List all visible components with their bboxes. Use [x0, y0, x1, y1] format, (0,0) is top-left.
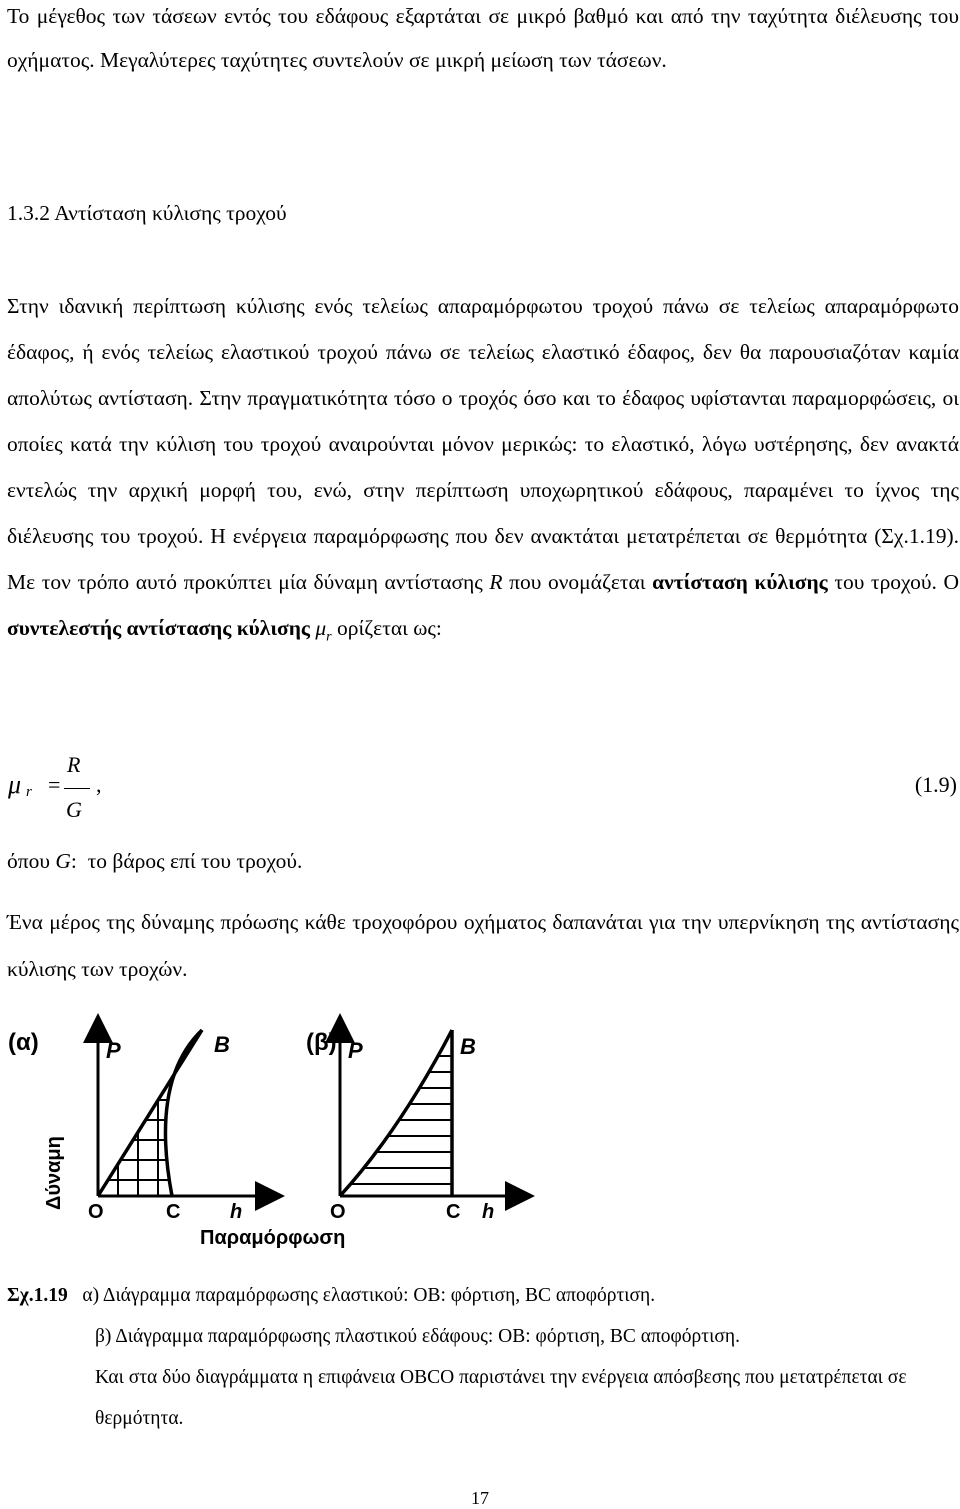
where-colon: : — [70, 849, 77, 873]
figure-1-19 — [0, 1010, 960, 1250]
label-c: C — [166, 1201, 181, 1223]
label-h: h — [482, 1201, 495, 1223]
x-axis-label: Παραμόρφωση — [200, 1227, 346, 1249]
where-text: το βάρος επί του τροχού. — [87, 849, 303, 873]
text-run: που ονομάζεται — [509, 570, 646, 594]
text-run: ορίζεται ως: — [337, 616, 442, 640]
formula-1-9 — [0, 748, 960, 838]
unloading-curve — [165, 1030, 202, 1196]
equation-number: (1.9) — [914, 772, 957, 797]
panel-b — [306, 1028, 520, 1223]
page-number: 17 — [471, 1488, 489, 1508]
fraction-bar — [64, 788, 90, 789]
formula-numerator: R — [67, 752, 81, 777]
symbol-mu-subscript: r — [326, 629, 332, 645]
panel-b-tag: (β) — [306, 1029, 337, 1056]
paragraph-last: Ένα μέρος της δύναμης πρόωσης κάθε τροχοφόρου οχήματος δαπανάται για την υπερνίκηση της αντίστασης κύλισης των τροχών. — [7, 910, 959, 981]
where-line — [7, 846, 302, 876]
term-rolling-coefficient: συντελεστής αντίστασης κύλισης — [7, 616, 310, 640]
formula-denominator: G — [66, 797, 82, 822]
label-b: B — [460, 1034, 476, 1059]
text-run: Στην ιδανική περίπτωση κύλισης ενός τελείως απαραμόρφωτου τροχού πάνω σε τελείως απαραμόρφωτο έδαφος, ή ενός τελείως ελαστικού τροχού πάνω σε τελείως ελαστικό έδαφος, δεν θα παρουσιαζόταν καμία απολύτως αντίσταση. Στην πραγματικότητα τόσο ο τροχός όσο και το έδαφος υφίστανται παραμορφώσεις, οι οποίες κατά την κύλιση του τροχού αναιρούνται μόνον μερικώς: το ελαστικό, λόγω υστέρησης, δεν ανακτά εντελώς την αρχική μορφή του, ενώ, στην περίπτωση υποχωρητικού εδάφους, παραμένει το ίχνος της διέλευσης του τροχού. Η ενέργεια παραμόρφωσης που δεν ανακτάται μετατρέπεται σε θερμότητα (Σχ.1.19). Με τον τρόπο αυτό προκύπτει μία δύναμη αντίστασης — [7, 294, 959, 594]
label-o: O — [88, 1201, 104, 1223]
where-prefix: όπου — [7, 849, 50, 873]
caption-label: Σχ.1.19 — [7, 1285, 68, 1306]
y-axis-label: Δύναμη — [43, 1136, 65, 1210]
panel-a-tag: (α) — [8, 1029, 39, 1056]
panel-a — [8, 1010, 270, 1223]
label-p: P — [106, 1038, 121, 1063]
figure-caption — [7, 1275, 957, 1439]
symbol-r: R — [489, 570, 503, 594]
section-heading: 1.3.2 Αντίσταση κύλισης τροχού — [7, 201, 287, 225]
formula-equals: = — [48, 772, 61, 797]
symbol-mu: $\mu_r$ — [315, 616, 332, 645]
paragraph-lead: Το μέγεθος των τάσεων εντός του εδάφους εξαρτάται σε μικρό βαθμό και από την ταχύτητα διέλευσης του οχήματος. Μεγαλύτερες ταχύτητες συντελούν σε μικρή μείωση των τάσεων. — [7, 4, 959, 72]
term-rolling-resistance: αντίσταση κύλισης — [652, 570, 828, 594]
label-c: C — [446, 1201, 461, 1223]
formula-mu: μ — [8, 770, 22, 799]
label-p: P — [348, 1038, 363, 1063]
caption-line-c: Και στα δύο διαγράμματα η επιφάνεια ΟΒCO παριστάνει την ενέργεια απόσβεσης που μετατρέπεται σε θερμότητα. — [95, 1367, 907, 1429]
deformation-diagrams — [0, 1010, 960, 1250]
formula-subscript: r — [26, 784, 32, 800]
label-o: O — [330, 1201, 346, 1223]
formula-comma: , — [96, 772, 102, 797]
label-b: B — [214, 1032, 230, 1057]
where-symbol: G — [55, 849, 71, 873]
text-run: του τροχού. Ο — [834, 570, 959, 594]
caption-line-a: α) Διάγραμμα παραμόρφωσης ελαστικού: ΟΒ: φόρτιση, ΒC αποφόρτιση. — [82, 1285, 656, 1306]
caption-line-b: β) Διάγραμμα παραμόρφωσης πλαστικού εδάφους: ΟΒ: φόρτιση, ΒC αποφόρτιση. — [95, 1326, 740, 1347]
paragraph-main — [7, 283, 959, 660]
caption-row — [7, 1275, 957, 1316]
label-h: h — [230, 1201, 243, 1223]
